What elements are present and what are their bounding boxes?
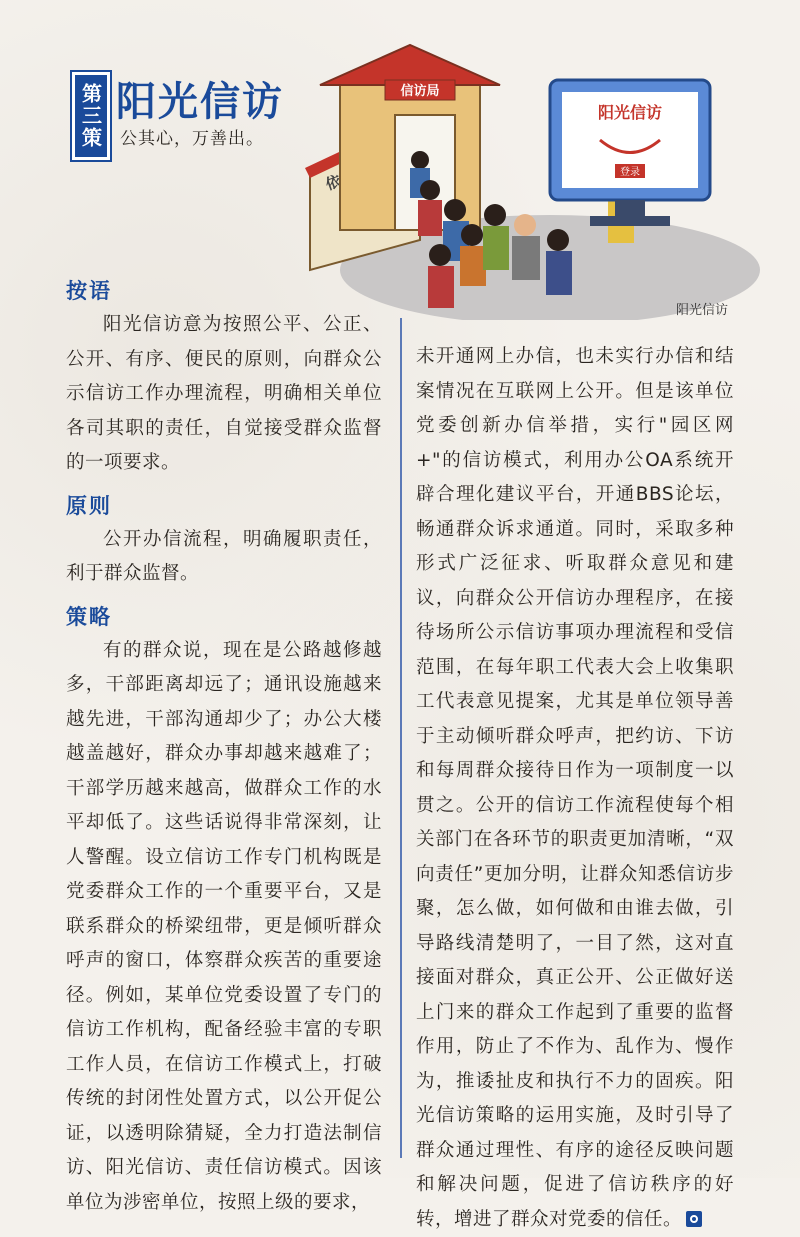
section-heading-yuanze: 原则 xyxy=(66,492,112,518)
screen-button: 登录 xyxy=(620,167,640,178)
right-column xyxy=(416,340,734,1237)
page-subtitle: 公其心，万善出。 xyxy=(120,129,264,149)
computer-monitor xyxy=(550,80,710,226)
chapter-badge: 第三策 xyxy=(72,72,110,160)
section-heading-celue: 策略 xyxy=(66,603,112,629)
section-heading-anyu: 按语 xyxy=(66,278,112,303)
celue-paragraph-left: 有的群众说，现在是公路越修越多，干部距离却远了；通讯设施越来越先进，干部沟通却少了；办公大楼越盖越好，群众办事却越来越难了；干部学历越来越高，做群众工作的水平却低了。这些话说得非常深刻，让人警醒。设立信访工作专门机构既是党委群众工作的一个重要平台，又是联系群众的桥梁纽带，更是倾听群众呼声的窗口，体察群众疾苦的重要途径。例如，某单位党委设置了专门的信访工作机构，配备经验丰富的专职工作人员，在信访工作模式上，打破传统的封闭性处置方式，以公开促公证，以透明除猜疑，全力打造法制信访、阳光信访、责任信访模式。因该单位为涉密单位，按照上级的要求， xyxy=(66,639,382,1213)
image-caption: 阳光信访 xyxy=(675,303,728,318)
celue-paragraph-right-text: 未开通网上办信，也未实行办信和结案情况在互联网上公开。但是该单位党委创新办信举措，实行"园区网+"的信访模式，利用办公OA系统开辟合理化建议平台，开通BBS论坛，畅通群众诉求通道。同时，采取多种形式广泛征求、听取群众意见和建议，向群众公开信访办理程序，在接待场所公示信访事项办理流程和受信范围，在每年职工代表大会上收集职工代表意见提案，尤其是单位领导善于主动倾听群众呼声，把约访、下访和每周群众接待日作为一项制度一以贯之。公开的信访工作流程使每个相关部门在各环节的职责更加清晰，“双向责任”更加分明，让群众知悉信访步聚，怎么做，如何做和由谁去做，引导路线清楚明了，一目了然，这对直接面对群众，真正公开、公正做好送上门来的群众工作起到了重要的监督作用，防止了不作为、乱作为、慢作为，推诿扯皮和执行不力的固疾。阳光信访策略的运用实施，及时引导了群众通过理性、有序的途径反映问题和解决问题，促进了信访秩序的好转，增进了群众对党委的信任。 xyxy=(416,346,734,1230)
celue-paragraph-right xyxy=(416,340,734,1237)
left-column xyxy=(66,266,382,1220)
page-title: 阳光信访 xyxy=(116,79,284,125)
column-divider xyxy=(400,318,402,1158)
yuanze-paragraph: 公开办信流程，明确履职责任，利于群众监督。 xyxy=(66,528,382,584)
screen-title: 阳光信访 xyxy=(597,103,663,122)
building-sign: 信访局 xyxy=(400,84,440,99)
anyu-paragraph: 阳光信访意为按照公平、公正、公开、有序、便民的原则，向群众公示信访工作办理流程，明确相关单位各司其职的责任，自觉接受群众监督的一项要求。 xyxy=(66,314,382,473)
end-mark-icon xyxy=(686,1211,702,1227)
